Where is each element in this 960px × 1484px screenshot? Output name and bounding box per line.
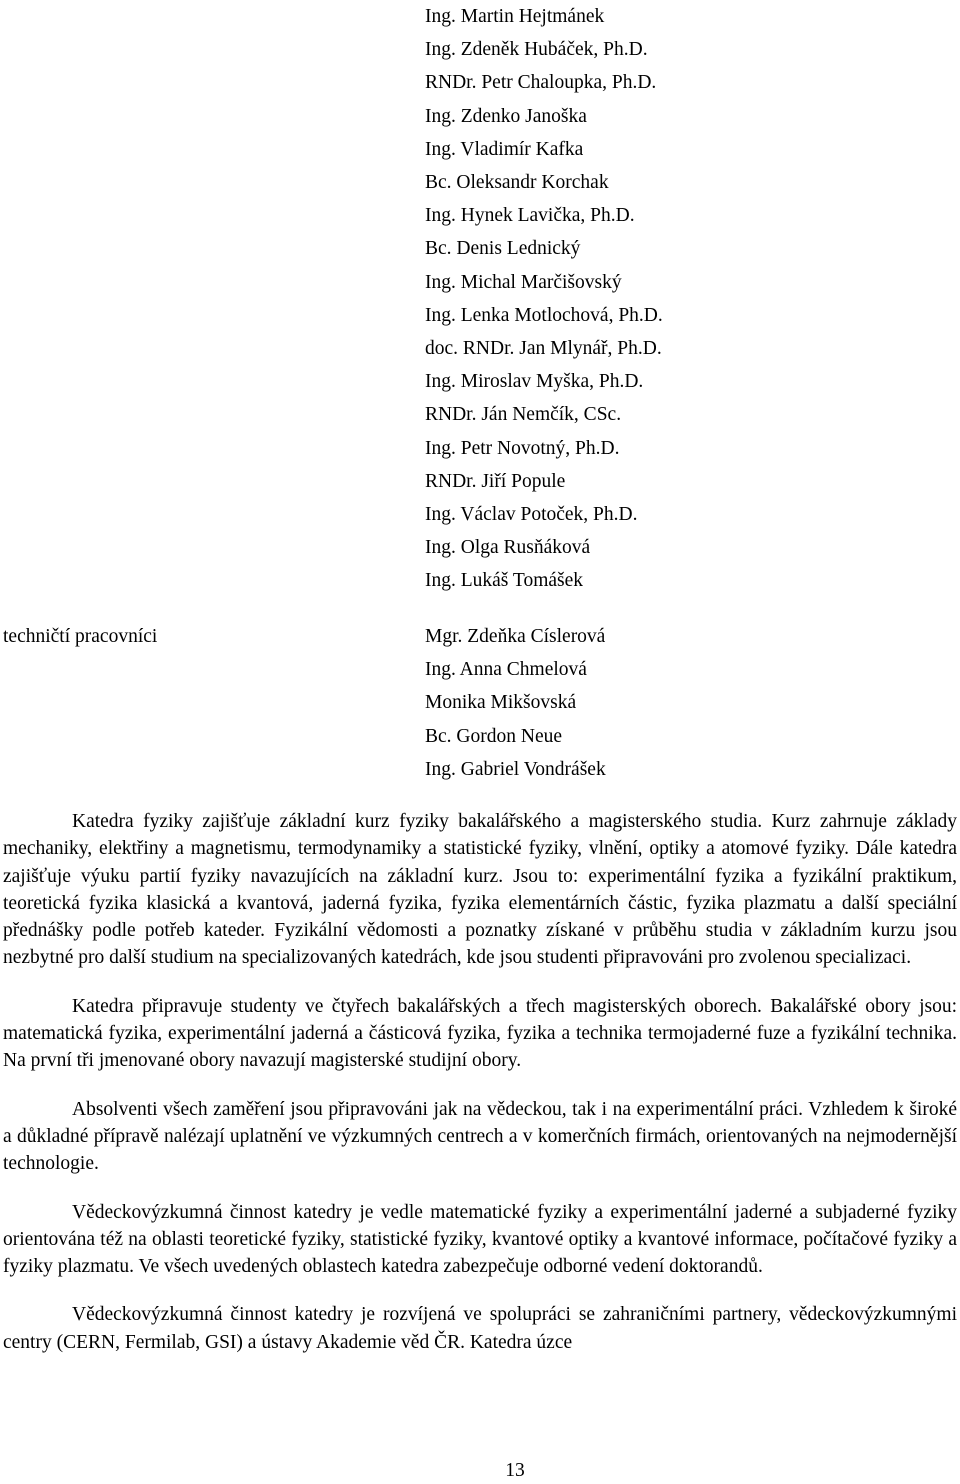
staff-name: Ing. Vladimír Kafka: [425, 138, 584, 160]
staff-name-list: [425, 0, 663, 598]
staff-name: Ing. Martin Hejtmánek: [425, 6, 605, 27]
staff-name: Ing. Miroslav Myška, Ph.D.: [425, 371, 644, 393]
staff-name: Ing. Zdenko Janoška: [425, 105, 587, 127]
staff-name: Ing. Václav Potoček, Ph.D.: [425, 504, 638, 526]
staff-name: Ing. Michal Marčišovský: [425, 271, 622, 293]
staff-name: Bc. Denis Lednický: [425, 238, 581, 260]
technical-staff-label: techničtí pracovníci: [3, 626, 158, 647]
staff-name: Ing. Olga Rusňáková: [425, 537, 591, 559]
paragraph-study-programs: Katedra připravuje studenty ve čtyřech bakalářských a třech magisterských oborech. Bakalářské obory jsou: matematická fyzika, experimentální jaderná a částicová fyzika, fyzika a technika termojaderné fuze a fyzikální technika. Na první tři jmenované obory navazují magisterské studijní obory.: [3, 995, 957, 1072]
technical-staff-name: Bc. Gordon Neue: [425, 725, 563, 747]
staff-name: RNDr. Ján Nemčík, CSc.: [425, 404, 622, 426]
staff-name: doc. RNDr. Jan Mlynář, Ph.D.: [425, 338, 662, 360]
paragraph-graduates: Absolventi všech zaměření jsou připravováni jak na vědeckou, tak i na experimentální práci. Vzhledem k široké a důkladné přípravě nalézají uplatnění ve výzkumných centrech a v komerčních firmách, orientovaných na nejmodernější technologie.: [3, 1098, 957, 1175]
technical-staff-list: [425, 620, 606, 786]
staff-name: Bc. Oleksandr Korchak: [425, 172, 609, 194]
staff-name: Ing. Lenka Motlochová, Ph.D.: [425, 304, 663, 326]
paragraph-research: Vědeckovýzkumná činnost katedry je vedle matematické fyziky a experimentální jaderné a subjaderné fyziky orientována též na oblasti teoretické fyziky, statistické fyziky, kvantové optiky a kvantové informace, počítačové fyziky a fyziky plazmatu. Ve všech uvedených oblastech katedra zabezpečuje odborné vedení doktorandů.: [3, 1201, 957, 1278]
department-description: [3, 808, 957, 1377]
technical-staff-name: Mgr. Zdeňka Císlerová: [425, 626, 606, 647]
paragraph-basic-course: Katedra fyziky zajišťuje základní kurz fyziky bakalářského a magisterského studia. Kurz zahrnuje základy mechaniky, elektřiny a magnetismu, termodynamiky a statistické fyziky, vlnění, optiky a atomové fyziky. Dále katedra zajišťuje výuku partií fyziky navazujících na základní kurz. Jsou to: experimentální fyzika a fyzikální praktikum, teoretická fyzika klasická a kvantová, jaderná fyzika, fyzika elementárních částic, fyzika plazmatu a další speciální přednášky podle potřeb kateder. Fyzikální vědomosti a poznatky získané v průběhu studia v základním kurzu jsou nezbytné pro další studium na specializovaných katedrách, kde jsou studenti připravováni pro zvolenou specializaci.: [3, 811, 957, 969]
technical-staff-name: Ing. Gabriel Vondrášek: [425, 758, 606, 780]
page-number: 13: [505, 1460, 525, 1481]
technical-staff-name: Ing. Anna Chmelová: [425, 659, 587, 681]
staff-name: Ing. Zdeněk Hubáček, Ph.D.: [425, 39, 648, 61]
staff-name: RNDr. Petr Chaloupka, Ph.D.: [425, 72, 657, 94]
paragraph-cooperation: Vědeckovýzkumná činnost katedry je rozvíjená ve spolupráci se zahraničními partnery, vědeckovýzkumnými centry (CERN, Fermilab, GSI) a ústavy Akademie věd ČR. Katedra úzce: [3, 1304, 957, 1353]
staff-name: Ing. Hynek Lavička, Ph.D.: [425, 205, 635, 227]
staff-name: Ing. Lukáš Tomášek: [425, 570, 584, 592]
technical-staff-name: Monika Mikšovská: [425, 692, 577, 714]
staff-name: RNDr. Jiří Popule: [425, 470, 566, 492]
staff-name: Ing. Petr Novotný, Ph.D.: [425, 437, 620, 459]
